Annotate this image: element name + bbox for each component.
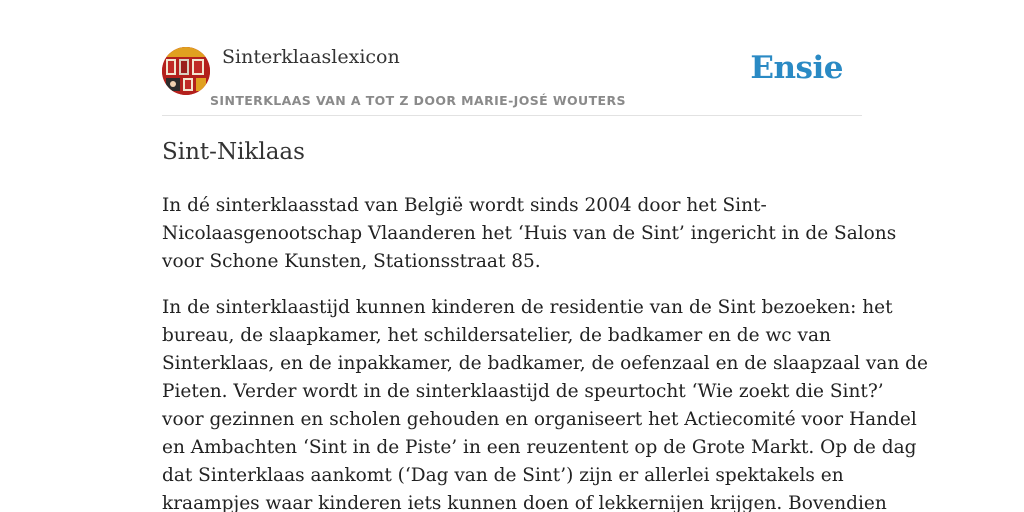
paragraph-line: dat Sinterklaas aankomt (‘Dag van de Sint’) zijn er allerlei spektakels en [162, 465, 844, 486]
paragraph-line: voor gezinnen en scholen gehouden en organiseert het Actiecomité voor Handel [162, 409, 917, 430]
page-title: Sint-Niklaas [162, 139, 305, 165]
site-tagline: SINTERKLAAS VAN A TOT Z DOOR MARIE-JOSÉ WOUTERS [210, 93, 626, 108]
site-header [162, 0, 862, 116]
paragraph-line: In de sinterklaastijd kunnen kinderen de residentie van de Sint bezoeken: het [162, 297, 893, 318]
article-body [162, 192, 928, 512]
paragraph-line: kraampjes waar kinderen iets kunnen doen of lekkernijen krijgen. Bovendien [162, 493, 887, 512]
ensie-logo-link[interactable]: Ensie [750, 50, 843, 86]
paragraph-line: Sinterklaas, en de inpakkamer, de badkamer, de oefenzaal en de slaapzaal van de [162, 353, 928, 374]
page-container [162, 0, 928, 512]
avatar-image-icon [162, 47, 210, 95]
site-avatar[interactable] [162, 47, 210, 95]
paragraph-line: In dé sinterklaasstad van België wordt sinds 2004 door het Sint- [162, 195, 767, 216]
article-paragraph [162, 192, 897, 276]
article-paragraph [162, 294, 928, 512]
paragraph-line: Nicolaasgenootschap Vlaanderen het ‘Huis van de Sint’ ingericht in de Salons [162, 223, 897, 244]
site-name-link[interactable]: Sinterklaaslexicon [222, 46, 400, 68]
paragraph-line: voor Schone Kunsten, Stationsstraat 85. [162, 251, 541, 272]
paragraph-line: bureau, de slaapkamer, het schildersatelier, de badkamer en de wc van [162, 325, 831, 346]
paragraph-line: Pieten. Verder wordt in de sinterklaastijd de speurtocht ‘Wie zoekt die Sint?’ [162, 381, 884, 402]
paragraph-line: en Ambachten ‘Sint in de Piste’ in een reuzentent op de Grote Markt. Op de dag [162, 437, 917, 458]
